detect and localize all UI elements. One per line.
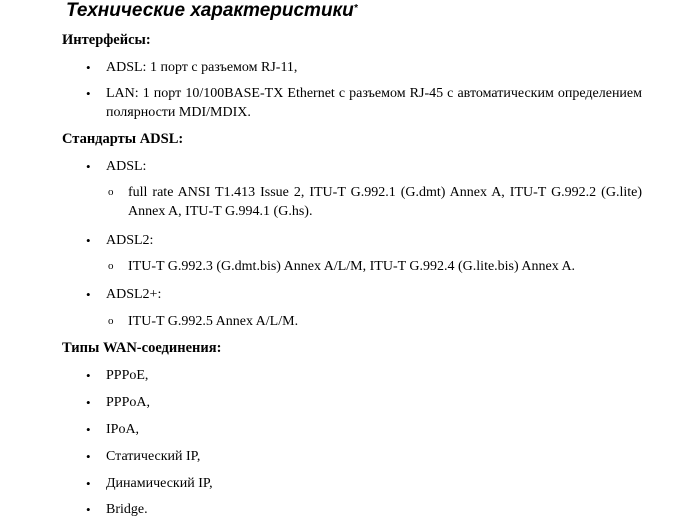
bullet-icon: •	[86, 422, 91, 437]
section-heading-interfaces: Интерфейсы:	[62, 32, 151, 48]
sublist-item-adsl2-standards: ITU-T G.992.3 (G.dmt.bis) Annex A/L/M, ITU-T G.992.4 (G.lite.bis) Annex A.	[128, 259, 576, 274]
bullet-icon: •	[86, 476, 91, 491]
document-title	[66, 0, 358, 23]
sub-bullet-icon: o	[108, 260, 114, 272]
list-item-adsl2plus: ADSL2+:	[106, 287, 162, 302]
sub-bullet-icon: o	[108, 315, 114, 327]
sublist-item-adsl-standards: full rate ANSI T1.413 Issue 2, ITU-T G.992.1 (G.dmt) Annex A, ITU-T G.992.2 (G.lite) Annex A, ITU-T G.994.1 (G.hs).	[128, 185, 642, 219]
bullet-icon: •	[86, 233, 91, 248]
footnote-mark: *	[353, 3, 358, 14]
list-item-static-ip: Статический IP,	[106, 449, 201, 464]
list-item-adsl: ADSL:	[106, 159, 147, 174]
list-item-lan-port: LAN: 1 порт 10/100BASE-TX Ethernet с разъемом RJ-45 с автоматическим определением полярности MDI/MDIX.	[106, 86, 642, 120]
sub-bullet-icon: o	[108, 186, 114, 198]
bullet-icon: •	[86, 368, 91, 383]
bullet-icon: •	[86, 287, 91, 302]
list-item-pppoe: PPPoE,	[106, 368, 149, 383]
list-item-dynamic-ip: Динамический IP,	[106, 476, 213, 491]
list-item-adsl2: ADSL2:	[106, 233, 154, 248]
list-item-adsl-port: ADSL: 1 порт с разъемом RJ-11,	[106, 60, 298, 75]
list-item-ipoa: IPoA,	[106, 422, 140, 437]
bullet-icon: •	[86, 502, 91, 517]
sublist-item-adsl2plus-standards: ITU-T G.992.5 Annex A/L/M.	[128, 314, 299, 329]
list-item-bridge: Bridge.	[106, 502, 148, 517]
bullet-icon: •	[86, 449, 91, 464]
list-item-pppoa: PPPoA,	[106, 395, 150, 410]
document-title-text: Технические характеристики	[66, 0, 354, 21]
bullet-icon: •	[86, 86, 91, 101]
bullet-icon: •	[86, 159, 91, 174]
section-heading-adsl-standards: Стандарты ADSL:	[62, 131, 184, 147]
bullet-icon: •	[86, 395, 91, 410]
section-heading-wan-types: Типы WAN-соединения:	[62, 340, 222, 356]
bullet-icon: •	[86, 60, 91, 75]
